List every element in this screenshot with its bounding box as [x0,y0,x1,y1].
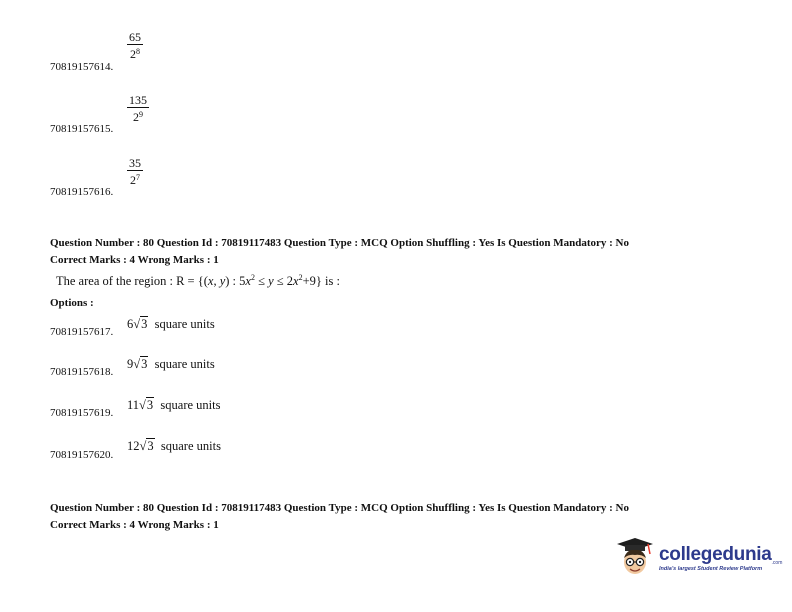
option-id: 70819157614. [50,61,114,73]
answer-option[interactable]: 9√3 square units [127,357,215,371]
fraction-option [127,94,149,124]
denominator: $2^8$ [130,47,140,61]
option-id: 70819157618. [50,366,114,378]
denominator: $2^9$ [133,110,143,124]
fraction-option [127,157,143,187]
numerator: 65 [129,30,141,44]
answer-option[interactable]: 12√3 square units [127,439,221,453]
next-question-header [50,500,629,534]
brand-name: collegedunia [659,544,772,565]
logo-text [659,544,782,572]
brand-tagline: India's largest Student Review Platform [659,566,763,572]
sqrt: √3 [139,439,154,453]
fraction-option [127,31,143,61]
collegedunia-logo [615,536,782,580]
question-meta: Question Number : 80 Question Id : 70819117483 Question Type : MCQ Option Shuffling : Yes Is Question Mandatory : No [50,237,629,249]
answer-option[interactable]: 11√3 square units [127,398,221,412]
question-meta: Question Number : 80 Question Id : 70819117483 Question Type : MCQ Option Shuffling : Yes Is Question Mandatory : No [50,502,629,514]
option-id: 70819157620. [50,449,114,461]
sqrt: √3 [139,398,154,412]
options-label: Options : [50,297,94,309]
numerator: 35 [129,156,141,170]
sqrt: √3 [133,357,148,371]
numerator: 135 [129,93,147,107]
question-text: The area of the region : R = {(x, y) : $5x^2 \le y \le 2x^2+9$} is : [56,273,340,289]
mascot-icon [615,536,655,580]
answer-option[interactable]: 6√3 square units [127,317,215,331]
option-id: 70819157617. [50,326,114,338]
question-marks: Correct Marks : 4 Wrong Marks : 1 [50,519,219,531]
option-id: 70819157616. [50,186,114,198]
brand-domain: .com [771,560,783,566]
question-header [50,235,629,269]
sqrt: √3 [133,317,148,331]
option-id: 70819157615. [50,123,114,135]
option-id: 70819157619. [50,407,114,419]
question-marks: Correct Marks : 4 Wrong Marks : 1 [50,254,219,266]
denominator: $2^7$ [130,173,140,187]
